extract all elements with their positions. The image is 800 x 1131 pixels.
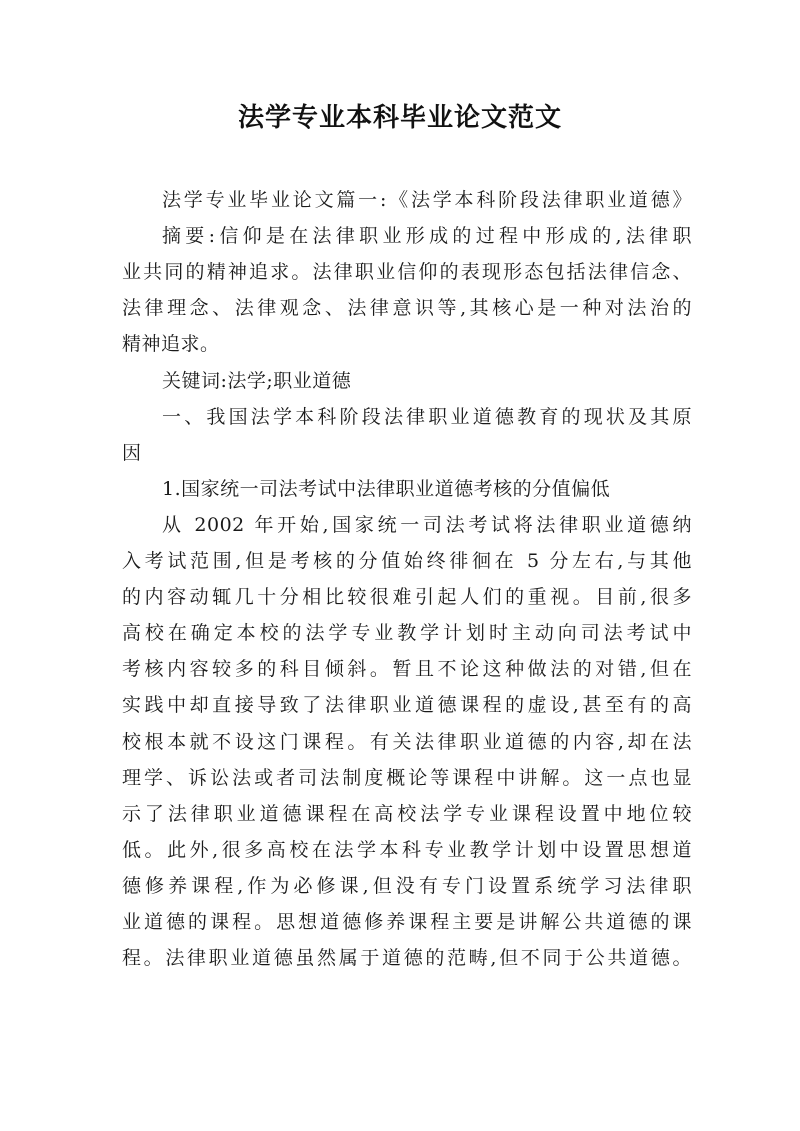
body-text-line: 理学、诉讼法或者司法制度概论等课程中讲解。这一点也显 — [122, 766, 692, 789]
body-text-line: 程。法律职业道德虽然属于道德的范畴,但不同于公共道德。 — [122, 947, 692, 970]
body-text-line: 低。此外,很多高校在法学本科专业教学计划中设置思想道 — [122, 838, 692, 861]
body-text-line: 德修养课程,作为必修课,但没有专门设置系统学习法律职 — [122, 874, 692, 897]
body-text-line: 因 — [122, 441, 142, 464]
body-text-line: 摘要:信仰是在法律职业形成的过程中形成的,法律职 — [162, 225, 692, 248]
body-text-line: 法学专业毕业论文篇一:《法学本科阶段法律职业道德》 — [162, 189, 692, 211]
body-text-line: 从 2002 年开始,国家统一司法考试将法律职业道德纳 — [162, 513, 692, 536]
body-text-line: 校根本就不设这门课程。有关法律职业道德的内容,却在法 — [122, 730, 692, 753]
body-text-line: 一、我国法学本科阶段法律职业道德教育的现状及其原 — [162, 405, 692, 428]
body-text-line: 示了法律职业道德课程在高校法学专业课程设置中地位较 — [122, 802, 692, 825]
body-text-line: 高校在确定本校的法学专业教学计划时主动向司法考试中 — [122, 622, 692, 645]
body-text-line: 法律理念、法律观念、法律意识等,其核心是一种对法治的 — [122, 297, 692, 320]
body-text-line: 的内容动辄几十分相比较很难引起人们的重视。目前,很多 — [122, 586, 692, 609]
body-text-line: 考核内容较多的科目倾斜。暂且不论这种做法的对错,但在 — [122, 658, 692, 681]
body-text-line: 入考试范围,但是考核的分值始终徘徊在 5 分左右,与其他 — [122, 550, 692, 572]
body-text-line: 1.国家统一司法考试中法律职业道德考核的分值偏低 — [162, 477, 611, 500]
body-text-line: 实践中却直接导致了法律职业道德课程的虚设,甚至有的高 — [122, 694, 692, 717]
body-text-line: 关键词:法学;职业道德 — [162, 369, 352, 392]
body-text-line: 业道德的课程。思想道德修养课程主要是讲解公共道德的课 — [122, 911, 692, 933]
document-title: 法学专业本科毕业论文范文 — [237, 103, 562, 133]
body-text-line: 精神追求。 — [122, 333, 220, 356]
body-text-line: 业共同的精神追求。法律职业信仰的表现形态包括法律信念、 — [122, 261, 692, 284]
